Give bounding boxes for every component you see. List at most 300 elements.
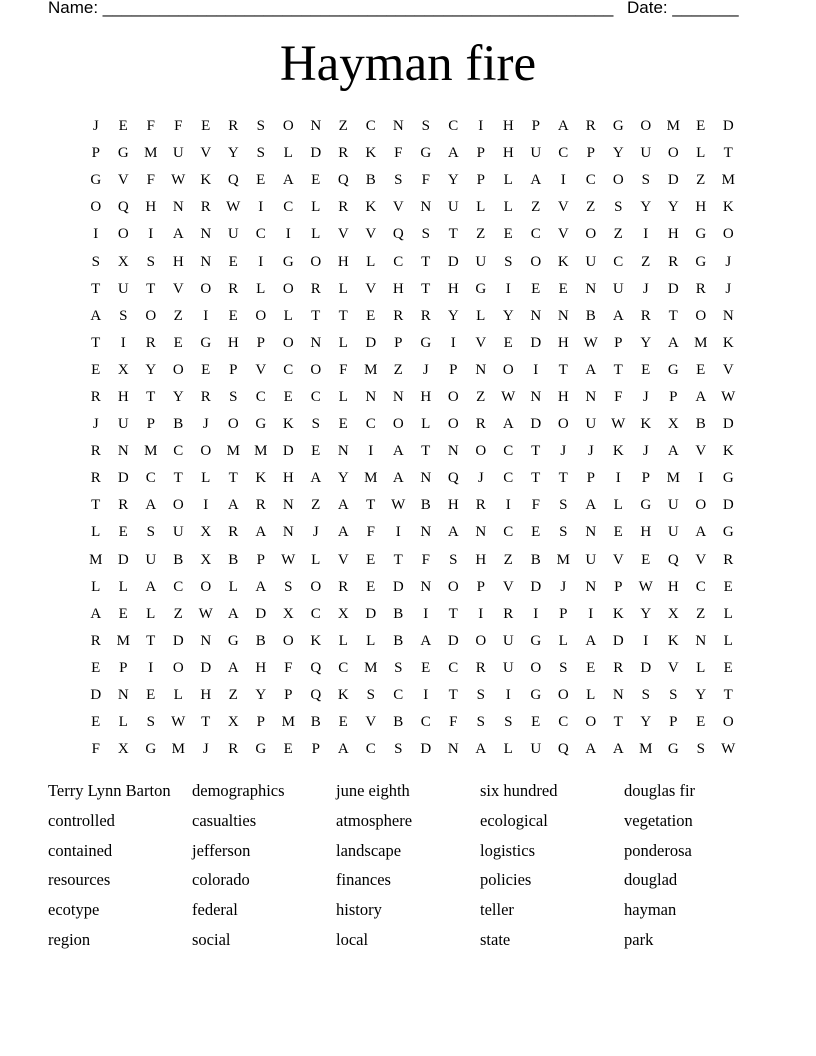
grid-letter: P xyxy=(669,388,678,405)
grid-letter: A xyxy=(255,524,267,541)
grid-letter: U xyxy=(667,524,679,541)
grid-letter: O xyxy=(502,361,514,378)
grid-letter: N xyxy=(585,524,597,541)
grid-letter: E xyxy=(366,578,376,595)
grid-letter: H xyxy=(172,253,184,270)
grid-letter: L xyxy=(476,307,486,324)
grid-letter: O xyxy=(172,497,184,514)
grid-letter: X xyxy=(282,605,294,622)
grid-letter: L xyxy=(201,470,211,487)
grid-letter: A xyxy=(145,578,157,595)
grid-letter: B xyxy=(695,416,706,433)
grid-letter: V xyxy=(392,199,404,216)
grid-letter: E xyxy=(338,714,348,731)
grid-letter: P xyxy=(91,145,100,162)
grid-letter: O xyxy=(530,253,542,270)
word-list-item: ecotype xyxy=(48,900,100,920)
grid-letter: J xyxy=(92,118,99,135)
grid-letter: O xyxy=(695,307,707,324)
grid-letter: N xyxy=(200,226,212,243)
grid-letter: Y xyxy=(145,361,157,378)
grid-letter: L xyxy=(311,226,321,243)
grid-letter: M xyxy=(281,714,295,731)
grid-letter: X xyxy=(337,605,349,622)
grid-letter: B xyxy=(393,714,404,731)
grid-letter: K xyxy=(200,172,212,189)
grid-letter: H xyxy=(502,118,514,135)
grid-letter: P xyxy=(641,470,650,487)
grid-letter: F xyxy=(449,714,458,731)
word-list-item: douglad xyxy=(624,870,678,890)
grid-letter: T xyxy=(668,307,678,324)
grid-letter: V xyxy=(365,714,377,731)
grid-row xyxy=(82,384,742,411)
grid-letter: M xyxy=(364,659,378,676)
grid-letter: F xyxy=(421,551,430,568)
grid-letter: T xyxy=(201,714,211,731)
grid-letter: C xyxy=(695,578,706,595)
grid-letter: L xyxy=(723,632,733,649)
grid-letter: S xyxy=(449,551,458,568)
grid-letter: V xyxy=(117,172,129,189)
grid-letter: U xyxy=(585,551,597,568)
grid-letter: H xyxy=(475,551,487,568)
grid-letter: C xyxy=(503,524,514,541)
grid-letter: N xyxy=(337,443,349,460)
grid-letter: N xyxy=(475,524,487,541)
grid-letter: Z xyxy=(641,253,651,270)
grid-letter: Z xyxy=(476,226,486,243)
grid-letter: E xyxy=(723,578,733,595)
grid-letter: O xyxy=(172,659,184,676)
grid-row xyxy=(82,438,742,465)
grid-letter: P xyxy=(146,416,155,433)
grid-letter: G xyxy=(420,145,432,162)
grid-letter: C xyxy=(613,253,624,270)
grid-letter: B xyxy=(530,551,541,568)
grid-letter: H xyxy=(200,687,212,704)
grid-letter: A xyxy=(695,524,707,541)
grid-letter: R xyxy=(145,334,156,351)
grid-letter: O xyxy=(475,632,487,649)
grid-letter: I xyxy=(698,470,704,487)
grid-letter: G xyxy=(695,253,707,270)
grid-letter: N xyxy=(420,199,432,216)
grid-letter: Y xyxy=(640,714,652,731)
grid-letter: U xyxy=(530,741,542,758)
grid-letter: N xyxy=(585,388,597,405)
grid-letter: O xyxy=(172,361,184,378)
word-list-item: colorado xyxy=(192,870,250,890)
grid-letter: S xyxy=(669,687,678,704)
grid-letter: U xyxy=(612,280,624,297)
grid-letter: L xyxy=(146,605,156,622)
grid-letter: F xyxy=(146,118,155,135)
grid-letter: K xyxy=(557,253,569,270)
grid-letter: T xyxy=(91,334,101,351)
grid-letter: S xyxy=(146,253,155,270)
grid-letter: H xyxy=(557,388,569,405)
grid-letter: D xyxy=(255,605,267,622)
grid-letter: D xyxy=(117,470,129,487)
grid-letter: F xyxy=(146,172,155,189)
grid-letter: Y xyxy=(667,199,679,216)
grid-letter: V xyxy=(695,551,707,568)
grid-letter: J xyxy=(477,470,484,487)
grid-letter: H xyxy=(667,578,679,595)
grid-letter: D xyxy=(612,632,624,649)
grid-letter: N xyxy=(117,687,129,704)
grid-letter: O xyxy=(117,226,129,243)
grid-letter: I xyxy=(368,443,374,460)
grid-letter: D xyxy=(722,497,734,514)
grid-letter: S xyxy=(311,416,320,433)
grid-letter: C xyxy=(255,388,266,405)
grid-letter: T xyxy=(613,714,623,731)
grid-letter: N xyxy=(172,199,184,216)
grid-letter: E xyxy=(641,551,651,568)
word-list-item: casualties xyxy=(192,810,257,830)
grid-letter: D xyxy=(640,659,652,676)
grid-letter: A xyxy=(337,524,349,541)
grid-letter: W xyxy=(583,334,598,351)
grid-row xyxy=(82,736,742,763)
grid-letter: C xyxy=(448,659,459,676)
grid-letter: F xyxy=(394,145,403,162)
grid-letter: M xyxy=(171,741,185,758)
grid-letter: H xyxy=(392,280,404,297)
grid-letter: V xyxy=(557,226,569,243)
grid-letter: F xyxy=(339,361,348,378)
grid-letter: J xyxy=(560,578,567,595)
grid-letter: E xyxy=(696,714,706,731)
grid-letter: N xyxy=(695,632,707,649)
grid-letter: N xyxy=(612,687,624,704)
grid-letter: V xyxy=(365,226,377,243)
grid-letter: I xyxy=(258,199,264,216)
word-list-item: history xyxy=(336,900,382,920)
grid-letter: E xyxy=(531,524,541,541)
grid-row xyxy=(82,221,742,248)
grid-letter: R xyxy=(723,551,734,568)
grid-letter: D xyxy=(282,443,294,460)
grid-letter: P xyxy=(449,361,458,378)
grid-letter: E xyxy=(311,172,321,189)
grid-row xyxy=(82,682,742,709)
grid-letter: J xyxy=(642,280,649,297)
grid-letter: L xyxy=(476,199,486,216)
grid-letter: R xyxy=(668,253,679,270)
grid-letter: H xyxy=(557,334,569,351)
word-list-item: local xyxy=(336,929,369,949)
grid-letter: S xyxy=(504,714,513,731)
grid-letter: C xyxy=(393,687,404,704)
grid-letter: N xyxy=(420,470,432,487)
grid-letter: S xyxy=(421,118,430,135)
grid-letter: N xyxy=(365,388,377,405)
grid-letter: G xyxy=(640,497,652,514)
grid-letter: O xyxy=(310,361,322,378)
grid-letter: P xyxy=(614,334,623,351)
grid-letter: P xyxy=(586,470,595,487)
grid-letter: A xyxy=(172,226,184,243)
word-list-item: park xyxy=(624,929,654,949)
grid-letter: U xyxy=(667,497,679,514)
grid-row xyxy=(82,547,742,574)
grid-letter: J xyxy=(642,388,649,405)
grid-letter: E xyxy=(173,334,183,351)
grid-letter: L xyxy=(311,551,321,568)
grid-letter: I xyxy=(478,118,484,135)
grid-letter: V xyxy=(557,199,569,216)
grid-letter: U xyxy=(117,416,129,433)
grid-letter: M xyxy=(364,470,378,487)
grid-letter: P xyxy=(256,334,265,351)
grid-letter: O xyxy=(722,226,734,243)
grid-letter: B xyxy=(310,714,321,731)
grid-letter: P xyxy=(531,118,540,135)
grid-letter: L xyxy=(228,578,238,595)
grid-letter: S xyxy=(476,714,485,731)
grid-letter: T xyxy=(173,470,183,487)
grid-letter: G xyxy=(612,118,624,135)
grid-letter: O xyxy=(667,145,679,162)
grid-letter: G xyxy=(695,226,707,243)
word-list-item: six hundred xyxy=(480,781,558,800)
grid-letter: E xyxy=(503,334,513,351)
grid-letter: R xyxy=(228,524,239,541)
grid-letter: U xyxy=(530,145,542,162)
grid-letter: T xyxy=(421,280,431,297)
grid-letter: X xyxy=(200,551,212,568)
grid-letter: A xyxy=(282,172,294,189)
grid-letter: V xyxy=(475,334,487,351)
grid-letter: O xyxy=(722,714,734,731)
grid-letter: Z xyxy=(586,199,596,216)
word-list-item: contained xyxy=(48,840,113,860)
grid-letter: O xyxy=(557,687,569,704)
grid-letter: N xyxy=(282,497,294,514)
grid-letter: A xyxy=(337,741,349,758)
grid-letter: N xyxy=(200,632,212,649)
grid-letter: T xyxy=(338,307,348,324)
grid-letter: T xyxy=(448,226,458,243)
grid-letter: Y xyxy=(640,334,652,351)
grid-letter: H xyxy=(447,280,459,297)
grid-letter: L xyxy=(723,605,733,622)
grid-letter: E xyxy=(696,118,706,135)
grid-letter: W xyxy=(391,497,406,514)
grid-letter: D xyxy=(447,632,459,649)
grid-letter: C xyxy=(365,741,376,758)
grid-letter: D xyxy=(420,741,432,758)
grid-letter: E xyxy=(91,361,101,378)
grid-letter: S xyxy=(641,687,650,704)
grid-letter: Y xyxy=(447,172,459,189)
grid-letter: D xyxy=(530,416,542,433)
grid-letter: J xyxy=(202,741,209,758)
grid-row xyxy=(82,113,742,140)
word-list-item: policies xyxy=(480,870,532,890)
grid-letter: A xyxy=(612,741,624,758)
grid-letter: I xyxy=(258,253,264,270)
grid-letter: L xyxy=(503,172,513,189)
grid-letter: T xyxy=(531,443,541,460)
grid-letter: L xyxy=(118,714,128,731)
grid-letter: L xyxy=(283,307,293,324)
grid-letter: E xyxy=(531,280,541,297)
word-list-item: ecological xyxy=(480,810,548,830)
grid-letter: M xyxy=(226,443,240,460)
grid-letter: N xyxy=(392,388,404,405)
grid-letter: Z xyxy=(173,307,183,324)
grid-letter: H xyxy=(337,253,349,270)
grid-letter: P xyxy=(229,361,238,378)
grid-row xyxy=(82,411,742,438)
grid-letter: P xyxy=(394,334,403,351)
grid-letter: X xyxy=(667,605,679,622)
grid-letter: H xyxy=(447,497,459,514)
grid-row xyxy=(82,303,742,330)
grid-letter: W xyxy=(611,416,626,433)
grid-letter: L xyxy=(503,199,513,216)
grid-letter: T xyxy=(421,253,431,270)
grid-letter: Y xyxy=(612,145,624,162)
grid-letter: K xyxy=(722,199,734,216)
grid-letter: V xyxy=(695,443,707,460)
grid-letter: G xyxy=(722,470,734,487)
grid-letter: T xyxy=(421,443,431,460)
grid-letter: A xyxy=(667,443,679,460)
grid-letter: W xyxy=(198,605,213,622)
grid-letter: A xyxy=(475,741,487,758)
grid-letter: U xyxy=(475,253,487,270)
grid-letter: R xyxy=(118,497,129,514)
grid-letter: P xyxy=(256,551,265,568)
grid-letter: F xyxy=(421,172,430,189)
grid-letter: T xyxy=(448,605,458,622)
grid-row xyxy=(82,709,742,736)
grid-letter: R xyxy=(310,280,321,297)
grid-letter: C xyxy=(173,578,184,595)
grid-letter: E xyxy=(201,361,211,378)
grid-letter: O xyxy=(530,659,542,676)
grid-letter: D xyxy=(90,687,102,704)
grid-letter: E xyxy=(723,659,733,676)
grid-letter: W xyxy=(226,199,241,216)
grid-letter: X xyxy=(117,253,129,270)
grid-letter: G xyxy=(420,334,432,351)
word-list-item: resources xyxy=(48,870,111,890)
grid-letter: E xyxy=(228,307,238,324)
grid-letter: J xyxy=(642,443,649,460)
grid-letter: I xyxy=(533,605,539,622)
grid-letter: A xyxy=(145,497,157,514)
grid-letter: I xyxy=(423,687,429,704)
grid-letter: Q xyxy=(227,172,239,189)
grid-letter: G xyxy=(722,524,734,541)
grid-letter: P xyxy=(586,145,595,162)
grid-letter: B xyxy=(255,632,266,649)
grid-letter: A xyxy=(585,741,597,758)
grid-letter: R xyxy=(90,388,101,405)
grid-letter: L xyxy=(586,687,596,704)
grid-letter: G xyxy=(145,741,157,758)
grid-row xyxy=(82,655,742,682)
grid-letter: C xyxy=(255,226,266,243)
grid-letter: F xyxy=(284,659,293,676)
grid-letter: K xyxy=(310,632,322,649)
grid-letter: K xyxy=(365,145,377,162)
grid-letter: I xyxy=(505,280,511,297)
grid-letter: G xyxy=(530,687,542,704)
grid-letter: A xyxy=(502,416,514,433)
grid-letter: E xyxy=(366,551,376,568)
grid-letter: Z xyxy=(173,605,183,622)
grid-letter: E xyxy=(641,361,651,378)
word-list-item: ponderosa xyxy=(624,840,692,860)
grid-letter: Q xyxy=(310,659,322,676)
grid-letter: U xyxy=(585,253,597,270)
grid-letter: R xyxy=(475,497,486,514)
grid-letter: D xyxy=(447,253,459,270)
grid-letter: Q xyxy=(117,199,129,216)
grid-letter: S xyxy=(366,687,375,704)
grid-letter: L xyxy=(91,578,101,595)
grid-letter: O xyxy=(310,578,322,595)
grid-letter: R xyxy=(503,605,514,622)
grid-letter: S xyxy=(256,145,265,162)
grid-letter: G xyxy=(200,334,212,351)
grid-letter: H xyxy=(502,145,514,162)
grid-letter: V xyxy=(667,659,679,676)
grid-letter: O xyxy=(310,253,322,270)
grid-letter: X xyxy=(200,524,212,541)
word-list-item: finances xyxy=(336,870,391,890)
grid-letter: A xyxy=(585,632,597,649)
grid-letter: O xyxy=(255,307,267,324)
letter-grid xyxy=(82,113,742,763)
grid-row xyxy=(82,140,742,167)
grid-letter: M xyxy=(116,632,130,649)
word-list-item: federal xyxy=(192,900,238,920)
grid-letter: C xyxy=(420,714,431,731)
grid-letter: W xyxy=(281,551,296,568)
grid-letter: H xyxy=(117,388,129,405)
grid-letter: Q xyxy=(310,687,322,704)
grid-row xyxy=(82,519,742,546)
grid-letter: R xyxy=(338,578,349,595)
grid-letter: F xyxy=(614,388,623,405)
grid-letter: R xyxy=(475,416,486,433)
grid-letter: I xyxy=(505,687,511,704)
grid-letter: L xyxy=(91,524,101,541)
grid-letter: T xyxy=(91,280,101,297)
grid-letter: J xyxy=(92,416,99,433)
grid-letter: W xyxy=(721,741,736,758)
grid-letter: O xyxy=(392,416,404,433)
grid-letter: E xyxy=(118,605,128,622)
grid-letter: S xyxy=(559,497,568,514)
grid-letter: T xyxy=(311,307,321,324)
grid-letter: P xyxy=(669,714,678,731)
grid-letter: A xyxy=(337,497,349,514)
grid-letter: U xyxy=(172,524,184,541)
grid-letter: D xyxy=(667,280,679,297)
grid-letter: V xyxy=(255,361,267,378)
grid-letter: L xyxy=(421,416,431,433)
word-list-item: demographics xyxy=(192,781,285,800)
